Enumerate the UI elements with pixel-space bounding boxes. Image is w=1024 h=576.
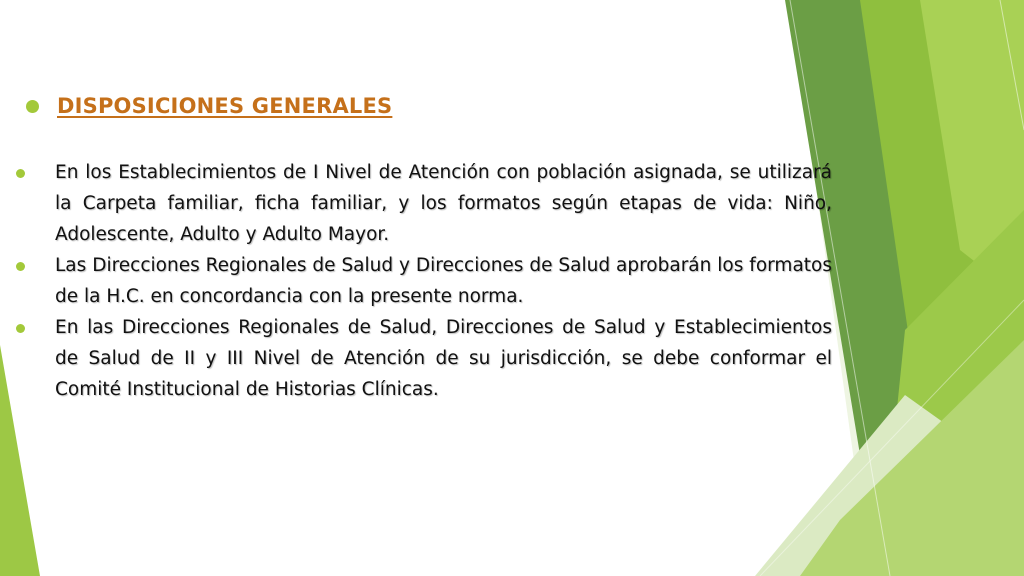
- heading-row: [26, 94, 392, 118]
- bullet-list: [14, 157, 832, 405]
- list-item-text: Las Direcciones Regionales de Salud y Direcciones de Salud aprobarán los formatos de la H.C. en concordancia con la presente norma.: [55, 255, 832, 307]
- slide-heading: DISPOSICIONES GENERALES: [57, 94, 393, 118]
- bullet-icon: [16, 169, 25, 178]
- list-item: [14, 157, 832, 250]
- bullet-icon: [16, 324, 25, 333]
- list-item: [14, 312, 832, 405]
- list-item: [14, 250, 832, 312]
- heading-bullet-icon: [26, 100, 39, 113]
- list-item-text: En los Establecimientos de I Nivel de Atención con población asignada, se utilizará la Carpeta familiar, ficha familiar, y los formatos según etapas de vida: Niño, Adolescente, Adulto y Adulto Mayor.: [55, 162, 832, 245]
- list-item-text: En las Direcciones Regionales de Salud, Direcciones de Salud y Establecimientos de Salud de II y III Nivel de Atención de su jurisdicción, se debe conformar el Comité Institucional de Historias Clínicas.: [55, 317, 832, 400]
- bullet-icon: [16, 262, 25, 271]
